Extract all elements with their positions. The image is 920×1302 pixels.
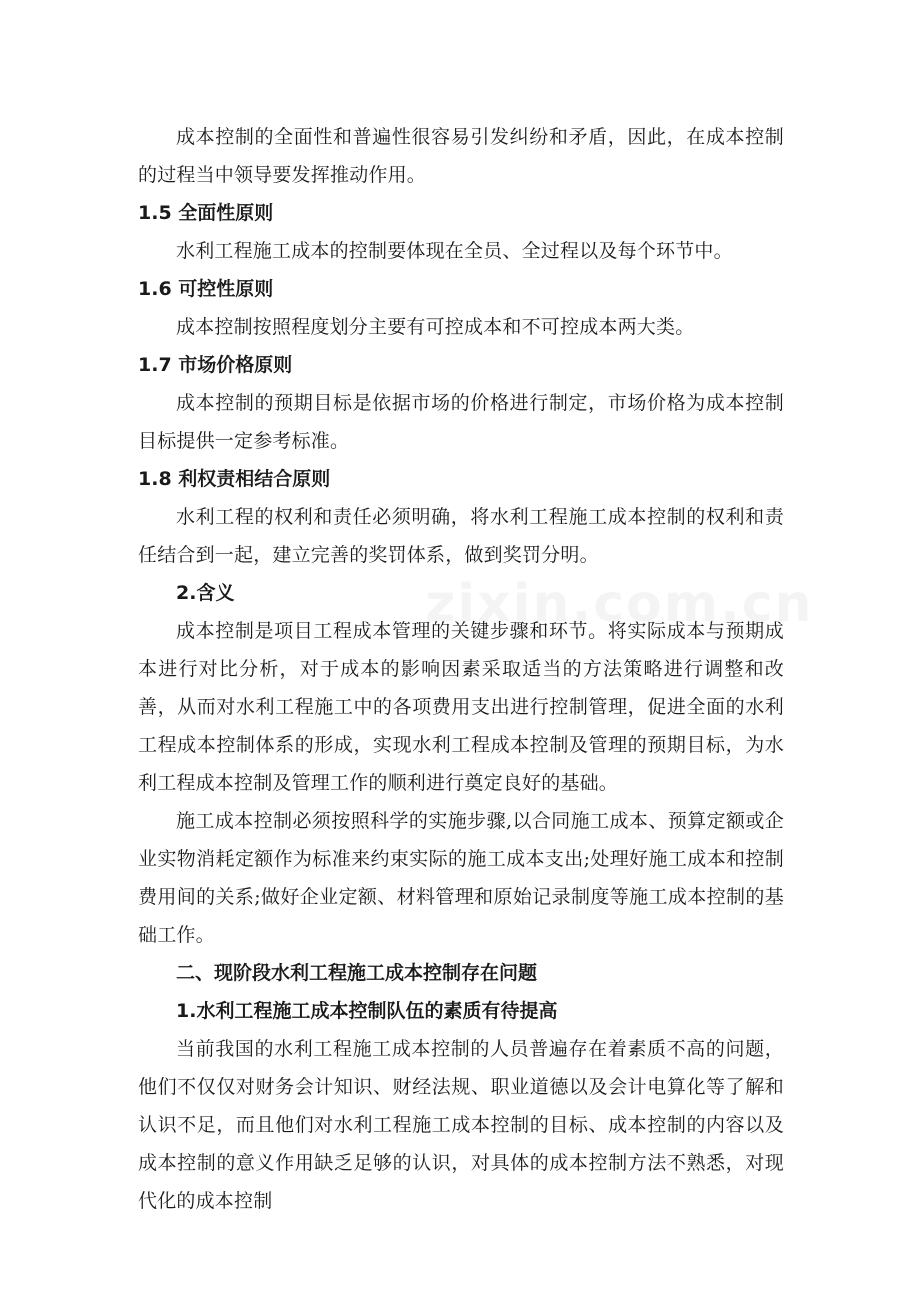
paragraph-leadership: 成本控制的全面性和普遍性很容易引发纠纷和矛盾，因此，在成本控制的过程当中领导要发挥推动作用。 <box>138 126 784 186</box>
heading-section-2: 二、现阶段水利工程施工成本控制存在问题 <box>176 962 538 984</box>
heading-2-meaning: 2.含义 <box>176 582 235 604</box>
paragraph-market-price: 成本控制的预期目标是依据市场的价格进行制定，市场价格为成本控制目标提供一定参考标准。 <box>138 392 784 452</box>
paragraph-comprehensive: 水利工程施工成本的控制要体现在全员、全过程以及每个环节中。 <box>176 240 733 262</box>
paragraph-rights-duties: 水利工程的权利和责任必须明确，将水利工程施工成本控制的权利和责任结合到一起，建立完善的奖罚体系，做到奖罚分明。 <box>138 506 784 566</box>
paragraph-staff-quality: 当前我国的水利工程施工成本控制的人员普遍存在着素质不高的问题，他们不仅仅对财务会计知识、财经法规、职业道德以及会计电算化等了解和认识不足，而且他们对水利工程施工成本控制的目标、成本控制的内容以及成本控制的意义作用缺乏足够的认识，对具体的成本控制方法不熟悉，对现代化的成本控制 <box>138 1038 784 1212</box>
heading-1-8: 1.8 利权责相结合原则 <box>138 468 331 490</box>
heading-1-5: 1.5 全面性原则 <box>138 202 274 224</box>
heading-1-6: 1.6 可控性原则 <box>138 278 274 300</box>
heading-2-1: 1.水利工程施工成本控制队伍的素质有待提高 <box>176 1000 558 1022</box>
heading-1-7: 1.7 市场价格原则 <box>138 354 293 376</box>
document-body <box>138 118 784 1220</box>
paragraph-controllable: 成本控制按照程度划分主要有可控成本和不可控成本两大类。 <box>176 316 695 338</box>
paragraph-meaning-2: 施工成本控制必须按照科学的实施步骤,以合同施工成本、预算定额或企业实物消耗定额作为标准来约束实际的施工成本支出;处理好施工成本和控制费用间的关系;做好企业定额、材料管理和原始记录制度等施工成本控制的基础工作。 <box>138 810 784 946</box>
paragraph-meaning-1: 成本控制是项目工程成本管理的关键步骤和环节。将实际成本与预期成本进行对比分析，对于成本的影响因素采取适当的方法策略进行调整和改善，从而对水利工程施工中的各项费用支出进行控制管理，促进全面的水利工程成本控制体系的形成，实现水利工程成本控制及管理的预期目标，为水利工程成本控制及管理工作的顺利进行奠定良好的基础。 <box>138 620 784 794</box>
